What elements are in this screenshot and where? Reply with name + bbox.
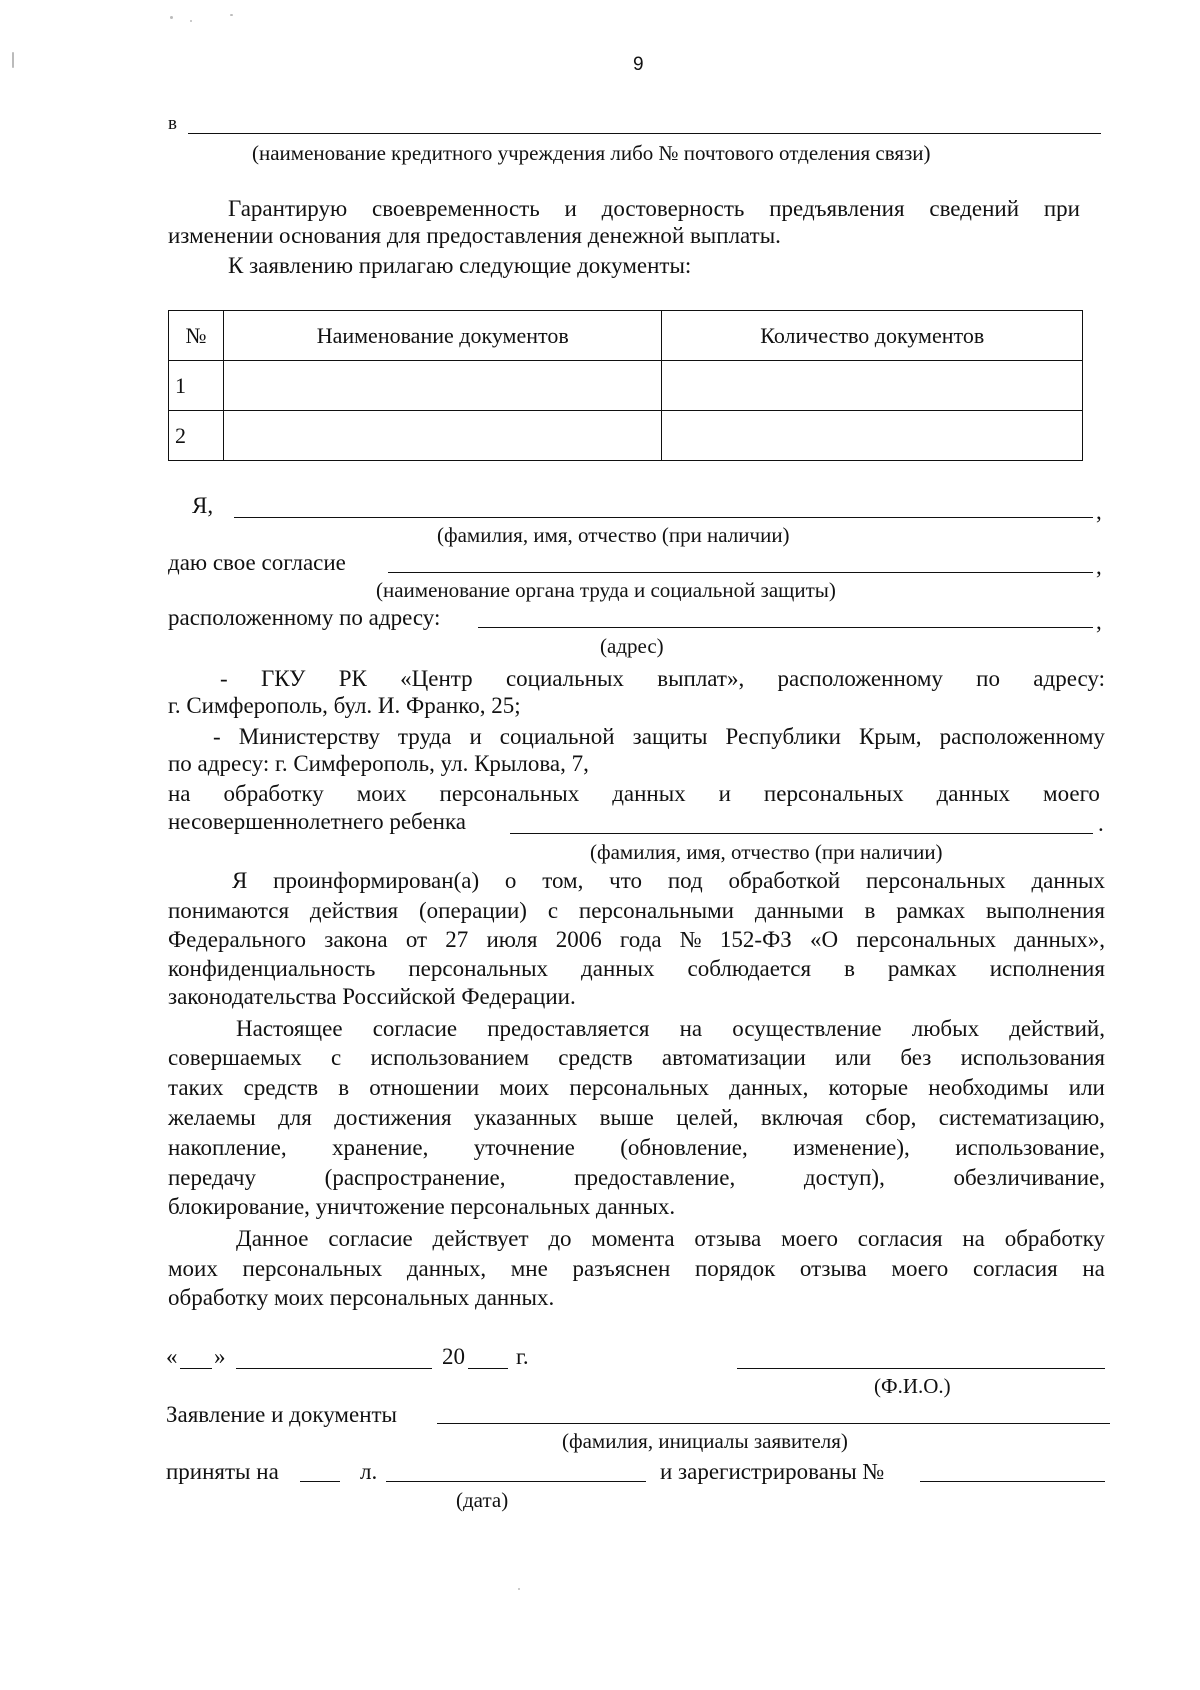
doc-count-cell[interactable] — [662, 361, 1083, 411]
receipt-date-caption: (дата) — [456, 1488, 509, 1512]
page-number: 9 — [633, 54, 644, 75]
validity-line-1: Данное согласие действует до момента отзыва моего согласия на обработку — [236, 1226, 1105, 1251]
registered-label: и зарегистрированы № — [660, 1459, 885, 1484]
row-number: 2 — [169, 411, 224, 461]
accepted-on-label: приняты на — [166, 1459, 279, 1484]
col-header-doc-count: Количество документов — [662, 311, 1083, 361]
row-number: 1 — [169, 361, 224, 411]
applicant-caption: (фамилия, инициалы заявителя) — [562, 1429, 848, 1453]
fio-field-line[interactable] — [234, 517, 1093, 518]
scan-speck — [190, 20, 192, 22]
doc-name-cell[interactable] — [223, 361, 662, 411]
gku-line-1: - ГКУ РК «Центр социальных выплат», расположенному по адресу: — [220, 666, 1105, 691]
informed-line-4: конфиденциальность персональных данных соблюдается в рамках исполнения — [168, 956, 1105, 981]
informed-line-5: законодательства Российской Федерации. — [168, 984, 576, 1009]
scan-speck — [170, 16, 173, 19]
organ-caption: (наименование органа труда и социальной защиты) — [376, 578, 836, 602]
bank-field-line[interactable] — [188, 133, 1101, 134]
validity-line-3: обработку моих персональных данных. — [168, 1285, 555, 1310]
address-label: расположенному по адресу: — [168, 605, 441, 630]
fio-caption: (фамилия, имя, отчество (при наличии) — [437, 523, 790, 547]
bank-prefix: в — [168, 113, 177, 134]
child-field-line[interactable] — [510, 833, 1093, 834]
receipt-date-line[interactable] — [386, 1481, 646, 1482]
actions-line-4: желаемы для достижения указанных выше целей, включая сбор, систематизацию, — [168, 1105, 1105, 1130]
processing-line-2: несовершеннолетнего ребенка — [168, 809, 466, 834]
address-comma: , — [1096, 609, 1102, 634]
ministry-line-1: - Министерству труда и социальной защиты Республики Крым, расположенному — [213, 724, 1105, 749]
ministry-line-2: по адресу: г. Симферополь, ул. Крылова, 7, — [168, 751, 589, 776]
sheets-label: л. — [360, 1459, 378, 1484]
guarantee-line-2: изменении основания для предоставления денежной выплаты. — [168, 223, 781, 248]
organ-comma: , — [1096, 554, 1102, 579]
actions-line-5: накопление, хранение, уточнение (обновление, изменение), использование, — [168, 1135, 1105, 1160]
actions-line-7: блокирование, уничтожение персональных данных. — [168, 1194, 676, 1219]
address-caption: (адрес) — [600, 634, 664, 658]
give-consent-label: даю свое согласие — [168, 550, 346, 575]
actions-line-1: Настоящее согласие предоставляется на осуществление любых действий, — [236, 1016, 1105, 1041]
fio-comma: , — [1096, 499, 1102, 524]
actions-line-3: таких средств в отношении моих персональных данных, которые необходимы или — [168, 1075, 1105, 1100]
day-field-line[interactable] — [180, 1368, 212, 1369]
year-century: 20 — [442, 1344, 465, 1369]
actions-line-2: совершаемых с использованием средств автоматизации или без использования — [168, 1045, 1105, 1070]
receipt-label: Заявление и документы — [166, 1402, 398, 1427]
scan-speck — [230, 14, 233, 16]
informed-line-1: Я проинформирован(а) о том, что под обработкой персональных данных — [232, 868, 1105, 893]
table-header-row — [169, 311, 1083, 361]
date-quote-close: » — [214, 1344, 226, 1369]
actions-line-6: передачу (распространение, предоставление, доступ), обезличивание, — [168, 1165, 1105, 1190]
address-field-line[interactable] — [478, 627, 1093, 628]
child-period: . — [1098, 811, 1104, 836]
col-header-doc-name: Наименование документов — [223, 311, 662, 361]
scan-speck — [518, 1588, 520, 1590]
table-row — [169, 411, 1083, 461]
processing-line-1: на обработку моих персональных данных и персональных данных моего — [168, 781, 1100, 806]
informed-line-2: понимаются действия (операции) с персональными данными в рамках выполнения — [168, 898, 1105, 923]
doc-name-cell[interactable] — [223, 411, 662, 461]
applicant-field-line[interactable] — [437, 1423, 1110, 1424]
date-quote-open: « — [166, 1344, 178, 1369]
signature-fio-caption: (Ф.И.О.) — [874, 1374, 951, 1398]
child-caption: (фамилия, имя, отчество (при наличии) — [590, 840, 943, 864]
organ-field-line[interactable] — [388, 572, 1093, 573]
bank-caption: (наименование кредитного учреждения либо № почтового отделения связи) — [252, 141, 931, 165]
col-header-number: № — [169, 311, 224, 361]
signature-fio-line[interactable] — [737, 1368, 1105, 1369]
registration-number-line[interactable] — [920, 1481, 1105, 1482]
sheets-field-line[interactable] — [300, 1481, 340, 1482]
documents-table — [168, 310, 1083, 461]
validity-line-2: моих персональных данных, мне разъяснен порядок отзыва моего согласия на — [168, 1256, 1105, 1281]
scan-speck — [12, 52, 14, 68]
i-label: Я, — [192, 493, 214, 518]
year-field-line[interactable] — [468, 1368, 508, 1369]
attach-intro: К заявлению прилагаю следующие документы: — [228, 253, 692, 278]
year-suffix: г. — [516, 1344, 529, 1369]
doc-count-cell[interactable] — [662, 411, 1083, 461]
table-row — [169, 361, 1083, 411]
informed-line-3: Федерального закона от 27 июля 2006 года № 152-ФЗ «О персональных данных», — [168, 927, 1105, 952]
gku-line-2: г. Симферополь, бул. И. Франко, 25; — [168, 693, 521, 718]
month-field-line[interactable] — [236, 1368, 432, 1369]
guarantee-line-1: Гарантирую своевременность и достоверность предъявления сведений при — [228, 196, 1080, 221]
